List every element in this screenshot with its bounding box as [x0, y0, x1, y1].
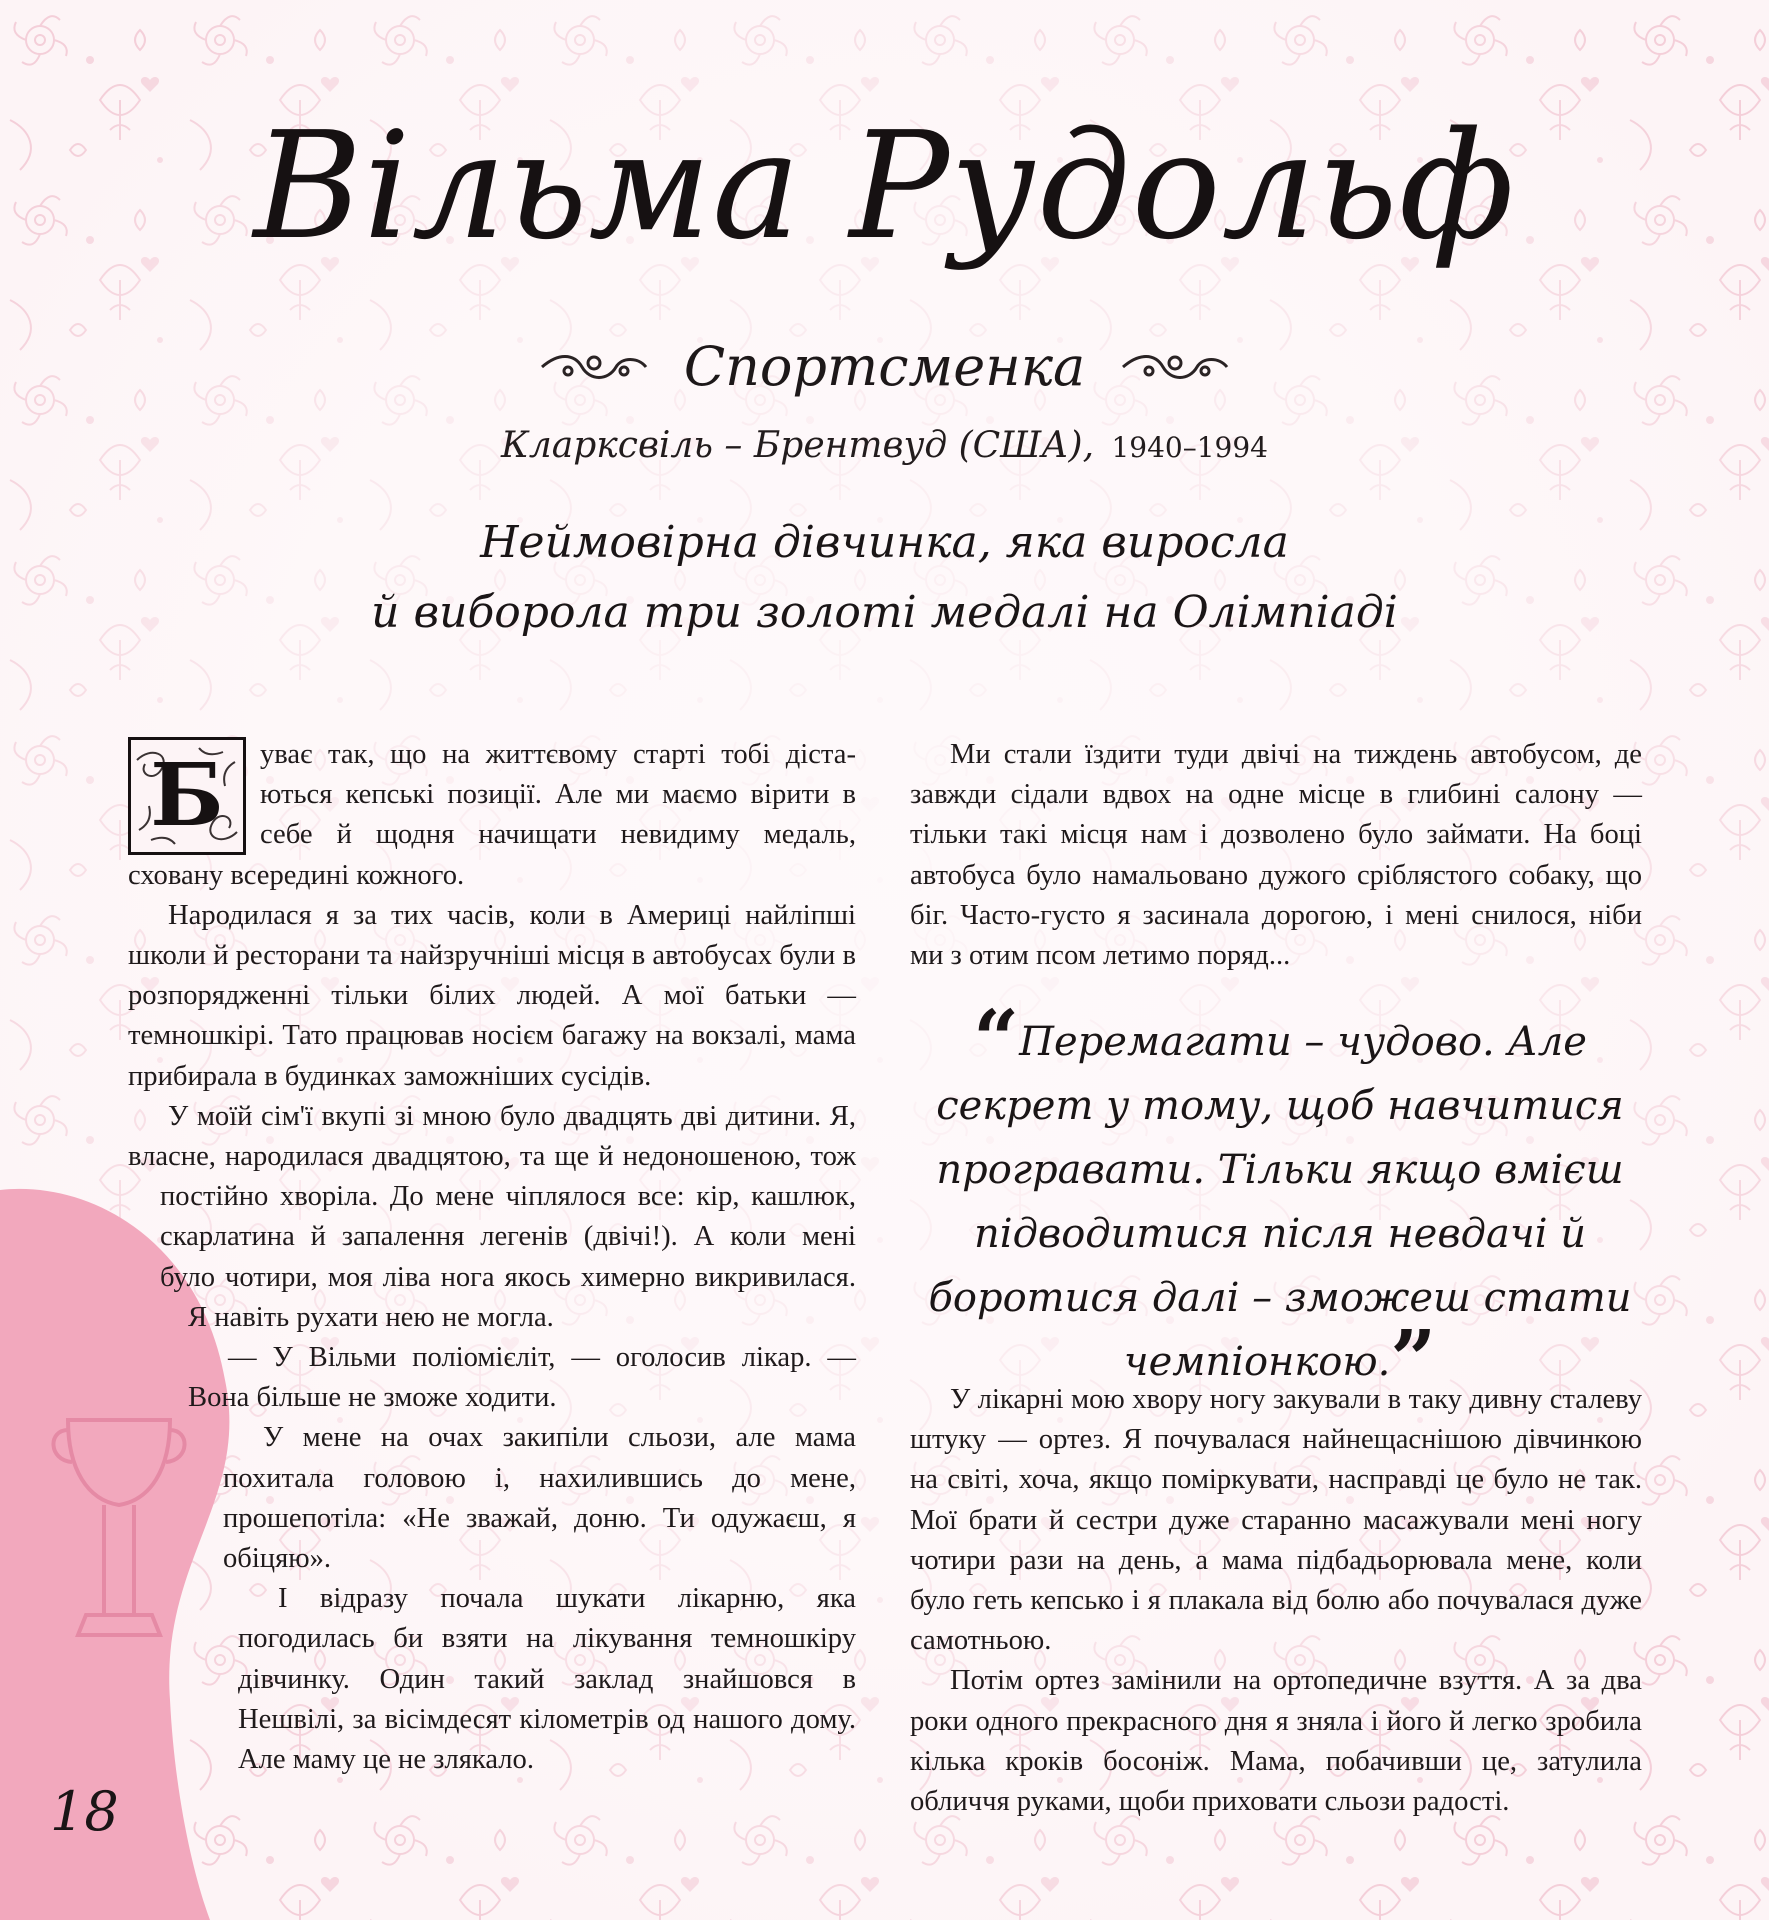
wrap-spacer: [128, 1427, 223, 1587]
tagline: [0, 508, 1769, 648]
quote-text: Перемагати – чудово. Але секрет у тому, щоб навчитися програвати. Тільки якщо вмієш підводитися після невдачі й боротися далі – зможеш стати чемпіонкою.: [928, 1019, 1632, 1385]
tagline-line-1: Неймовірна дівчинка, яка виросла: [480, 517, 1289, 568]
right-column-bottom: [910, 1380, 1642, 1822]
page-number: 18: [50, 1780, 119, 1843]
flourish-right-icon: [1119, 345, 1231, 389]
paragraph: І відразу почала шукати лікарню, яка погодилась би взяти на лікування темношкіру дівчинку. Один такий заклад знайшовся в Нешвілі, за вісімдесят кілометрів од нашого дому. Але маму це не злякало.: [238, 1583, 856, 1776]
wrap-spacer: [128, 1787, 223, 1920]
paragraph: — У Вільми поліомієліт, — оголосив лікар. — Вона більше не зможе ходити.: [188, 1342, 856, 1414]
quote-close-mark: ”: [1390, 1312, 1437, 1406]
subtitle: Спортсменка: [683, 335, 1086, 398]
page-title: Вільма Рудольф: [253, 100, 1516, 272]
left-column: [128, 735, 856, 1920]
pull-quote: [910, 992, 1650, 1406]
paragraph: уває так, що на життєвому старті тобі дістаються кепські позиції. Але ми маємо вірити в себе й щодня начищати невидиму медаль, сховану всередині кожного.: [128, 739, 856, 891]
wrap-spacer: [128, 1187, 160, 1307]
paragraph: Потім ортез замінили на ортопедичне взуття. А за два роки одного прекрасного дня я зняла і його й легко зробила кілька кроків босоніж. Мама, побачивши це, затулила обличчя руками, щоби приховати сльози радості.: [910, 1665, 1642, 1818]
paragraph: Народилася я за тих часів, коли в Америці найліпші школи й ресторани та найзручніші місця в автобусах були в розпорядженні тільки білих людей. А мої батьки — темношкірі. Тато працював носієм багажу на вокзалі, мама прибирала в будинках заможніших сусідів.: [128, 899, 856, 1092]
place: Кларксвіль – Брентвуд (США),: [501, 425, 1095, 466]
place-line: [0, 425, 1769, 466]
paragraph: У лікарні мою хвору ногу закували в таку дивну сталеву штуку — ортез. Я почувалася найнещаснішою дівчинкою на світі, хоча, якщо поміркувати, насправді це було не так. Мої брати й сестри дуже старанно масажували мені ногу чотири рази на день, а мама підбадьорювала мене, коли було геть кепсько і я плакала від болю або почувалася дуже самотньою.: [910, 1384, 1642, 1657]
paragraph: Ми стали їздити туди двічі на тиждень автобусом, де завжди сідали вдвох на одне місце в глибині салону — тільки такі місця нам і дозволено було займати. На боці автобуса було намальовано дужого сріблястого собаку, що біг. Часто-густо я засинала дорогою, і мені снилося, ніби ми з отим псом летимо поряд...: [910, 739, 1642, 972]
paragraph: У моїй сім'ї вкупі зі мною було двадцять дві дитини. Я, власне, народилася двадцятою, та ще й недоношеною, тож постійно хворіла. До мене чіплялося все: кір, кашлюк, скарлатина й запалення легенів (двічі!). А коли мені було чотири, моя ліва нога якось химерно викривилася. Я навіть рухати нею не могла.: [128, 1100, 856, 1333]
paragraph: У мене на очах закипіли сльози, але мама похитала головою і, нахилившись до мене, прошепотіла: «Не зважай, доню. Ти одужаєш, я обіцяю».: [223, 1422, 856, 1575]
right-column-top: [910, 735, 1642, 976]
quote-open-mark: “: [973, 992, 1020, 1086]
wrap-spacer: [128, 1587, 238, 1787]
wrap-spacer: [128, 1307, 188, 1427]
years: 1940–1994: [1111, 431, 1268, 464]
dropcap: [128, 737, 246, 855]
dropcap-letter: Б: [150, 745, 224, 846]
subtitle-row: [0, 335, 1769, 398]
tagline-line-2: й виборола три золоті медалі на Олімпіаді: [371, 587, 1398, 638]
flourish-left-icon: [538, 345, 650, 389]
